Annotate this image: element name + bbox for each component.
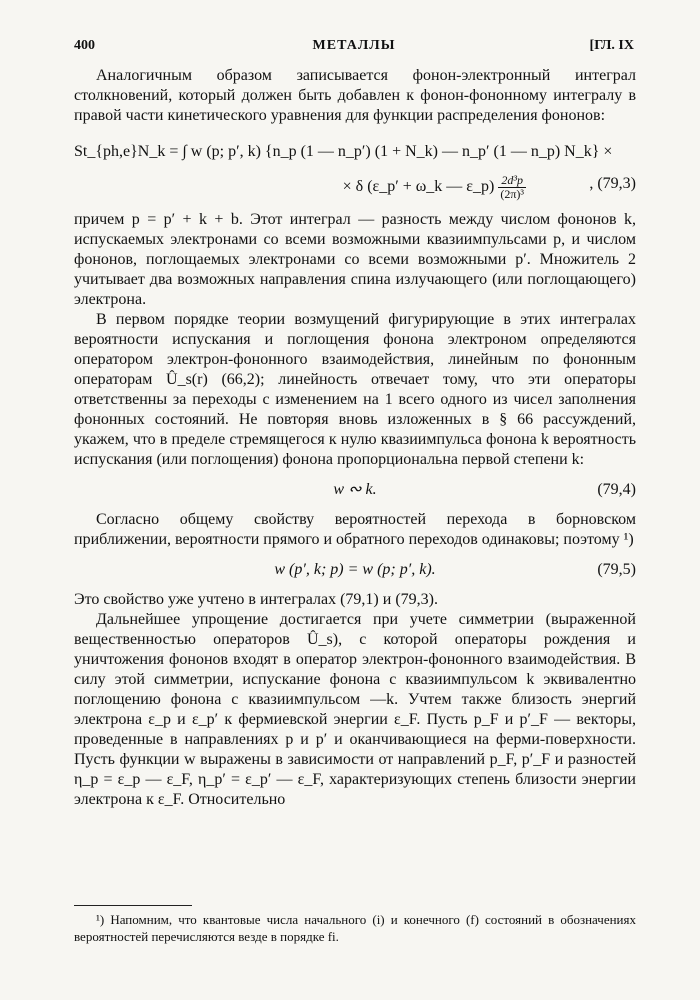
formula-79-4-number: (79,4)	[597, 481, 636, 498]
paragraph-4: Согласно общему свойству вероятностей перехода в борновском приближении, вероятности прямого и обратного переходов одинаковы; поэтому ¹)	[74, 511, 636, 548]
paragraph-5: Это свойство уже учтено в интегралах (79,1) и (79,3).	[74, 591, 438, 608]
chapter-label: [ГЛ. IX	[589, 38, 634, 53]
formula-79-3-line1: St_{ph,e}N_k = ∫ w (p; p′, k) {n_p (1 — n_p′) (1 + N_k) — n_p′ (1 — n_p) N_k} ×	[74, 143, 613, 160]
formula-79-3-number: , (79,3)	[589, 175, 636, 192]
formula-79-4-expression: w ∾ k.	[333, 481, 377, 498]
formula-79-3-line2	[343, 174, 526, 201]
formula-79-3-fraction	[498, 174, 526, 201]
paragraph-1: Аналогичным образом записывается фонон-электронный интеграл столкновений, который должен быть добавлен к фонон-фононному интегралу в правой части кинетического уравнения для функции распределения фононов:	[74, 67, 636, 124]
paragraph-6: Дальнейшее упрощение достигается при учете симметрии (выраженной вещественностью операторов Û_s), с которой операторы рождения и уничтожения фононов входят в оператор электрон-фононного взаимодействия. В силу этой симметрии, испускание фонона с квазиимпульсом k эквивалентно поглощению фонона с квазиимпульсом —k. Учтем также близость энергий электрона ε_p и ε_p′ к фермиевской энергии ε_F. Пусть p_F и p′_F — векторы, проведенные в направлениях p и p′ и оканчивающиеся на ферми-поверхности. Пусть функции w выражены в зависимости от направлений p_F, p′_F и разностей η_p = ε_p — ε_F, η_p′ = ε_p′ — ε_F, характеризующих степень близости энергии электрона к ε_F. Относительно	[74, 611, 636, 808]
running-title: МЕТАЛЛЫ	[312, 38, 396, 53]
formula-79-5	[74, 556, 636, 584]
main-text	[74, 66, 636, 810]
footnote-rule	[74, 905, 192, 906]
formula-79-3-delta: × δ (ε_p′ + ω_k — ε_p)	[342, 178, 495, 196]
formula-79-4	[74, 476, 636, 504]
fraction-denominator: (2π)³	[500, 187, 524, 201]
paragraph-2: причем p = p′ + k + b. Этот интеграл — разность между числом фононов k, испускаемых электронами со всеми возможными квазиимпульсами p, и числом фононов, поглощаемых электронами со всеми возможными p′. Множитель 2 учитывает два возможных направления спина излучающего (или поглощающего) электрона.	[74, 211, 636, 308]
formula-79-3	[74, 136, 636, 202]
footnote: ¹) Напомним, что квантовые числа начального (i) и конечного (f) состояний в обозначениях вероятностей перечисляются везде в порядке fi.	[74, 912, 636, 944]
formula-79-5-expression: w (p′, k; p) = w (p; p′, k).	[274, 561, 436, 578]
running-header	[74, 38, 634, 58]
fraction-numerator: 2d³p	[498, 174, 526, 188]
page-number: 400	[74, 38, 95, 53]
paragraph-3: В первом порядке теории возмущений фигурирующие в этих интегралах вероятности испускания и поглощения фонона электроном определяются оператором электрон-фононного взаимодействия, линейным по фононным операторам Û_s(r) (66,2); линейность отвечает тому, что эти операторы ответственны за переходы с изменением на 1 всего одного из чисел заполнения фононных состояний. Не повторяя вновь изложенных в § 66 рассуждений, укажем, что в пределе стремящегося к нулю квазиимпульса фонона k вероятность испускания (или поглощения) фонона пропорциональна первой степени k:	[74, 311, 636, 468]
formula-79-5-number: (79,5)	[597, 561, 636, 578]
